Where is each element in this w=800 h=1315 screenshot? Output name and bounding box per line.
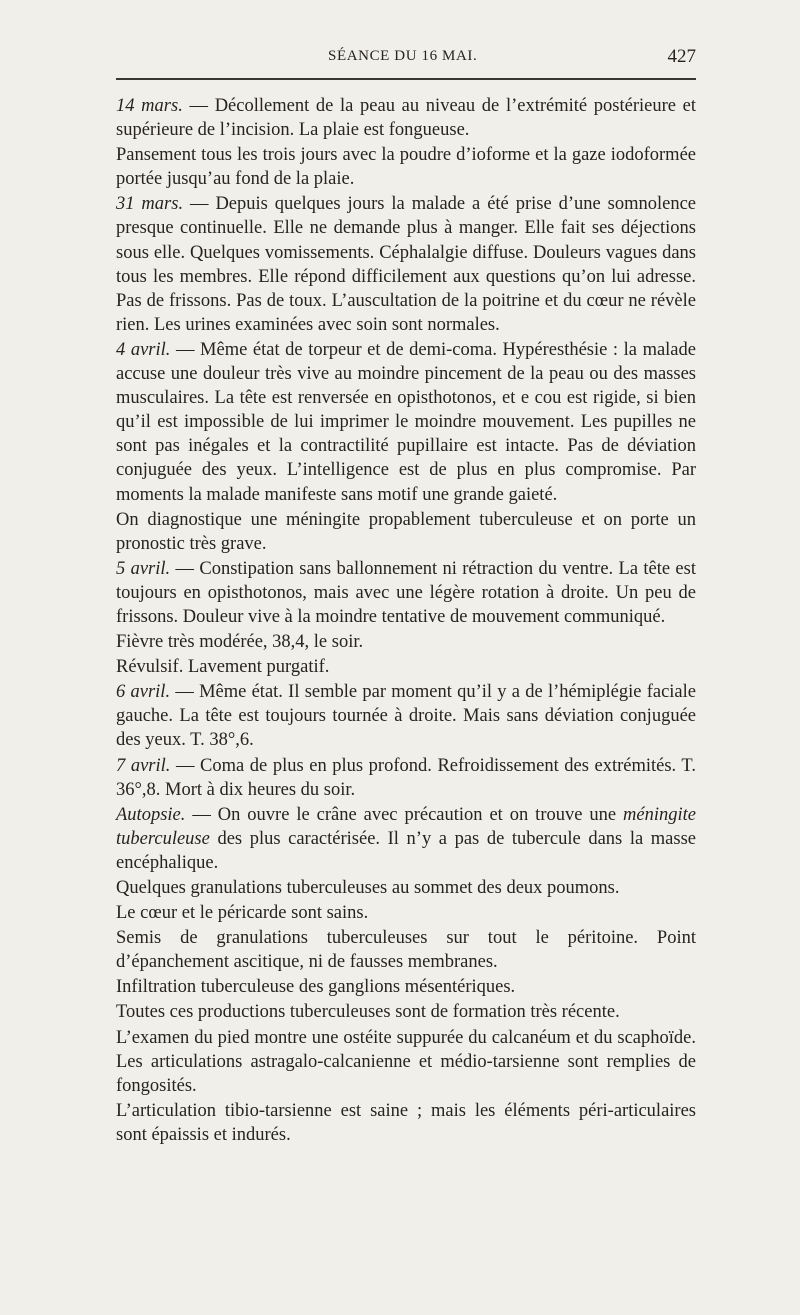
- header-rule: [116, 78, 696, 80]
- paragraph-text: — Constipation sans ballonnement ni rétraction du ventre. La tête est toujours en opisthotonos, mais avec une légère rotation à droite. Un peu de frissons. Douleur vive à la moindre tentative de mouvement communiqué.: [116, 558, 696, 627]
- paragraph-poumons: [116, 876, 696, 900]
- date-lead: 14 mars.: [116, 96, 183, 116]
- paragraph-text: L’articulation tibio-tarsienne est saine ; mais les éléments péri-articulaires sont épaissis et indurés.: [116, 1100, 696, 1145]
- paragraph-text: Fièvre très modérée, 38,4, le soir.: [116, 632, 364, 653]
- paragraph-text: — Décollement de la peau au niveau de l’extrémité postérieure et supérieure de l’incision. La plaie est fongueuse.: [116, 96, 696, 141]
- emphasis-text: méningite tuberculeuse: [116, 804, 696, 849]
- paragraph-pansement: [116, 143, 696, 191]
- paragraph-text: — On ouvre le crâne avec précaution et on trouve une: [185, 804, 624, 825]
- paragraph-4-avril: [116, 338, 696, 507]
- paragraph-articulation: [116, 1099, 696, 1147]
- paragraph-ganglions: [116, 975, 696, 999]
- paragraph-text: — Même état. Il semble par moment qu’il y a de l’hémiplégie faciale gauche. La tête est toujours tournée à droite. Mais sans déviation conjuguée des yeux. T. 38°,6.: [116, 682, 696, 751]
- paragraph-text: Pansement tous les trois jours avec la poudre d’ioforme et la gaze iodoformée portée jusqu’au fond de la plaie.: [116, 145, 696, 190]
- paragraph-productions: [116, 1000, 696, 1024]
- paragraph-text: On diagnostique une méningite propablement tuberculeuse et on porte un pronostic très grave.: [116, 509, 696, 554]
- paragraph-text: Le cœur et le péricarde sont sains.: [116, 903, 369, 924]
- paragraph-tail: des plus caractérisée. Il n’y a pas de tubercule dans la masse encéphalique.: [116, 828, 696, 873]
- date-lead: 7 avril.: [116, 755, 171, 776]
- paragraph-autopsie: [116, 803, 696, 875]
- paragraph-text: — Même état de torpeur et de demi-coma. Hypéresthésie : la malade accuse une douleur très vive au moindre pincement de la peau ou des masses musculaires. La tête est renversée en opisthotonos, et e cou est rigide, si bien qu’il est impossible de lui imprimer le moindre mouvement. Les pupilles ne sont pas inégales et la contractilité pupillaire est intacte. Pas de déviation conjuguée des yeux. L’intelligence est de plus en plus compromise. Par moments la malade manifeste sans motif une grande gaieté.: [116, 339, 696, 505]
- paragraph-31-mars: [116, 192, 696, 337]
- paragraph-text: Toutes ces productions tuberculeuses sont de formation très récente.: [116, 1002, 620, 1023]
- paragraph-text: — Depuis quelques jours la malade a été prise d’une somnolence presque continuelle. Elle ne demande plus à manger. Elle fait ses déjections sous elle. Quelques vomissements. Céphalalgie diffuse. Douleurs vagues dans tous les membres. Elle répond difficilement aux questions qu’on lui adresse. Pas de frissons. Pas de toux. L’auscultation de la poitrine et du cœur ne révèle rien. Les urines examinées avec soin sont normales.: [116, 194, 697, 335]
- paragraph-text: Révulsif. Lavement purgatif.: [116, 657, 330, 678]
- paragraph-text: L’examen du pied montre une ostéite suppurée du calcanéum et du scaphoïde. Les articulations astragalo-calcanienne et médio-tarsienne sont remplies de fongosités.: [116, 1027, 696, 1096]
- date-lead: 31 mars.: [116, 194, 184, 215]
- running-header: [116, 46, 696, 70]
- paragraph-14-mars: [116, 94, 696, 142]
- paragraph-text: — Coma de plus en plus profond. Refroidissement des extrémités. T. 36°,8. Mort à dix heures du soir.: [116, 755, 696, 800]
- paragraph-coeur: [116, 901, 696, 925]
- paragraph-peritoine: [116, 926, 696, 974]
- section-lead: Autopsie.: [116, 804, 186, 825]
- body-text: [116, 94, 696, 1148]
- paragraph-diagnostic: [116, 508, 696, 556]
- paragraph-text: Quelques granulations tuberculeuses au sommet des deux poumons.: [116, 878, 620, 898]
- date-lead: 4 avril.: [116, 339, 171, 360]
- paragraph-5-avril: [116, 557, 696, 629]
- paragraph-pied: [116, 1026, 696, 1098]
- paragraph-7-avril: [116, 754, 696, 802]
- paragraph-fievre: [116, 630, 696, 654]
- date-lead: 6 avril.: [116, 682, 171, 703]
- paragraph-text: Semis de granulations tuberculeuses sur tout le péritoine. Point d’épanchement ascitique, ni de fausses membranes.: [116, 928, 696, 973]
- paragraph-6-avril: [116, 680, 696, 752]
- paragraph-revulsif: [116, 655, 696, 679]
- date-lead: 5 avril.: [116, 558, 171, 579]
- page-number: 427: [667, 46, 696, 67]
- running-title: SÉANCE DU 16 MAI.: [328, 48, 478, 64]
- paragraph-text: Infiltration tuberculeuse des ganglions mésentériques.: [116, 977, 516, 998]
